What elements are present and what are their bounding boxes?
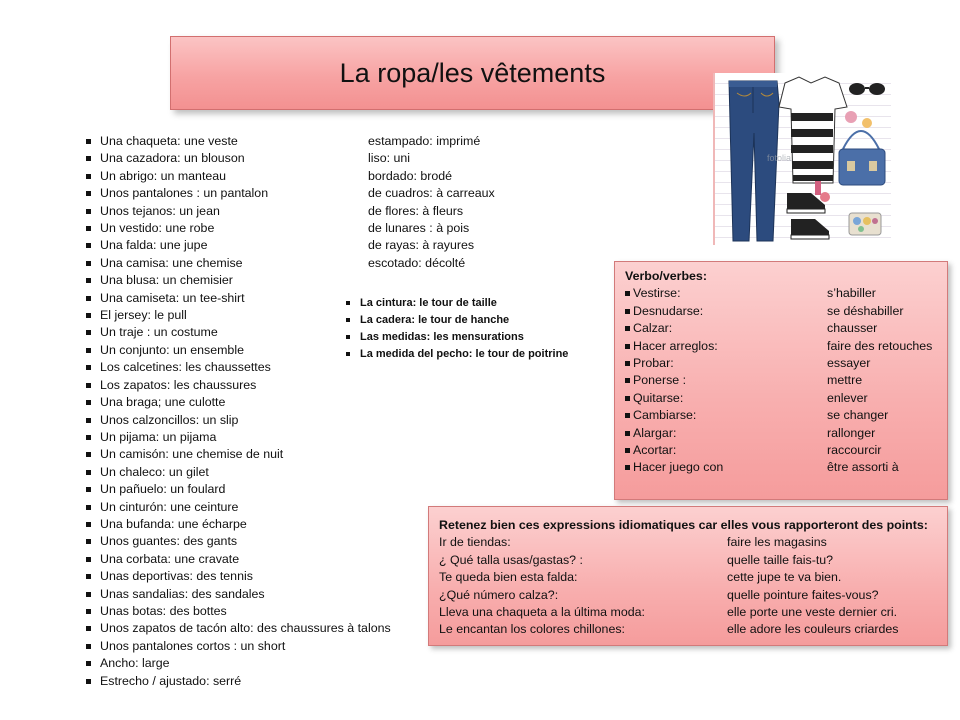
body-measurement-item: Las medidas: les mensurations (346, 329, 568, 346)
patterns-list (368, 133, 495, 272)
idioms-header: Retenez bien ces expressions idiomatiques car elles vous rapporteront des points: (439, 518, 928, 532)
verb-row (625, 407, 947, 424)
idiom-french: elle porte une veste dernier cri. (727, 605, 898, 620)
vocabulary-item: Un conjunto: un ensemble (86, 342, 391, 359)
verb-row (625, 338, 947, 355)
vocabulary-item: Una camisa: une chemise (86, 255, 391, 272)
vocabulary-item: Un cinturón: une ceinture (86, 499, 391, 516)
vocabulary-item: Unas sandalias: des sandales (86, 586, 391, 603)
striped-top-icon (779, 77, 847, 183)
watermark-text: fotolia (767, 153, 792, 163)
bag-icon (839, 131, 885, 185)
verbs-rows (625, 285, 947, 476)
verb-spanish: Quitarse: (625, 390, 827, 407)
verb-french: essayer (827, 356, 871, 371)
pattern-item: liso: uni (368, 151, 411, 166)
idioms-box (428, 506, 948, 646)
verb-french: faire des retouches (827, 338, 933, 353)
verb-spanish: Calzar: (625, 320, 827, 337)
verb-spanish: Vestirse: (625, 285, 827, 302)
vocabulary-item: Unos pantalones : un pantalon (86, 185, 391, 202)
vocabulary-item: Unos calzoncillos: un slip (86, 412, 391, 429)
verb-row (625, 459, 947, 476)
vocabulary-item: Unos pantalones cortos : un short (86, 638, 391, 655)
vocabulary-item: Los zapatos: les chaussures (86, 377, 391, 394)
vocabulary-item: Una bufanda: une écharpe (86, 516, 391, 533)
idiom-spanish: ¿ Qué talla usas/gastas? : (439, 552, 583, 567)
vocabulary-item: Unos zapatos de tacón alto: des chaussures à talons (86, 620, 391, 637)
vocabulary-item: Unas deportivas: des tennis (86, 568, 391, 585)
verb-spanish: Hacer arreglos: (625, 338, 827, 355)
vocabulary-item: Un pijama: un pijama (86, 429, 391, 446)
verbs-box (614, 261, 948, 500)
vocabulary-item: Unas botas: des bottes (86, 603, 391, 620)
verb-spanish: Probar: (625, 355, 827, 372)
verb-row (625, 285, 947, 302)
idioms-rows (439, 534, 947, 638)
pattern-item: de cuadros: à carreaux (368, 186, 495, 201)
vocabulary-list (86, 133, 391, 690)
verb-spanish: Desnudarse: (625, 303, 827, 320)
vocabulary-item: Una blusa: un chemisier (86, 272, 391, 289)
verb-french: s’habiller (827, 286, 876, 301)
idiom-row (439, 534, 947, 551)
clothing-illustration (713, 73, 891, 245)
idiom-french: faire les magasins (727, 535, 827, 550)
vocabulary-item: Una braga; une culotte (86, 394, 391, 411)
vocabulary-item: Un abrigo: un manteau (86, 168, 391, 185)
idiom-french: quelle taille fais-tu? (727, 552, 834, 567)
verb-row (625, 303, 947, 320)
body-measurement-item: La medida del pecho: le tour de poitrine (346, 346, 568, 363)
idiom-french: quelle pointure faites-vous? (727, 587, 879, 602)
vocabulary-item: Un traje : un costume (86, 324, 391, 341)
pattern-item: estampado: imprimé (368, 134, 481, 148)
vocabulary-item: Un pañuelo: un foulard (86, 481, 391, 498)
vocabulary-item: Un camisón: une chemise de nuit (86, 446, 391, 463)
body-measurement-item: La cadera: le tour de hanche (346, 312, 568, 329)
vocabulary-item: Un vestido: une robe (86, 220, 391, 237)
idiom-row (439, 604, 947, 621)
verb-french: rallonger (827, 425, 876, 440)
pattern-item: de lunares : à pois (368, 221, 470, 236)
palette-icon (849, 213, 881, 235)
body-measurement-item: La cintura: le tour de taille (346, 295, 568, 312)
vocabulary-item: Estrecho / ajustado: serré (86, 673, 391, 690)
verb-row (625, 320, 947, 337)
verb-spanish: Hacer juego con (625, 459, 827, 476)
vocabulary-item: Un chaleco: un gilet (86, 464, 391, 481)
idiom-spanish: Ir de tiendas: (439, 535, 511, 550)
vocabulary-item: Una camiseta: un tee-shirt (86, 290, 391, 307)
verb-french: raccourcir (827, 443, 882, 458)
pattern-item: de rayas: à rayures (368, 238, 475, 253)
clothing-illustration-svg (715, 73, 891, 245)
verb-spanish: Ponerse : (625, 372, 827, 389)
idiom-row (439, 569, 947, 586)
idiom-spanish: Le encantan los colores chillones: (439, 622, 625, 637)
pattern-item: de flores: à fleurs (368, 203, 464, 218)
page-title: La ropa/les vêtements (339, 57, 606, 88)
verb-spanish: Alargar: (625, 425, 827, 442)
vocabulary-item: Los calcetines: les chaussettes (86, 359, 391, 376)
verb-french: chausser (827, 321, 878, 336)
idiom-row (439, 552, 947, 569)
verb-french: se déshabiller (827, 303, 904, 318)
verb-french: mettre (827, 373, 863, 388)
verb-row (625, 442, 947, 459)
vocabulary-item: Una falda: une jupe (86, 237, 391, 254)
idiom-french: elle adore les couleurs criardes (727, 622, 899, 637)
sunglasses-icon (849, 83, 885, 95)
vocabulary-item: Una corbata: une cravate (86, 551, 391, 568)
verb-row (625, 355, 947, 372)
idiom-spanish: Te queda bien esta falda: (439, 570, 578, 585)
verbs-header: Verbo/verbes: (625, 269, 707, 283)
verb-french: se changer (827, 408, 889, 423)
verb-spanish: Acortar: (625, 442, 827, 459)
verb-row (625, 372, 947, 389)
verb-spanish: Cambiarse: (625, 407, 827, 424)
vocabulary-item: El jersey: le pull (86, 307, 391, 324)
idiom-row (439, 587, 947, 604)
pattern-item: bordado: brodé (368, 168, 453, 183)
vocabulary-item: Una cazadora: un blouson (86, 150, 391, 167)
idiom-spanish: Lleva una chaqueta a la última moda: (439, 605, 645, 620)
vocabulary-item: Una chaqueta: une veste (86, 133, 391, 150)
verb-row (625, 425, 947, 442)
pattern-item: escotado: décolté (368, 255, 466, 270)
body-measurements-list (346, 295, 568, 363)
verb-french: être assorti à (827, 460, 899, 475)
idiom-french: cette jupe te va bien. (727, 570, 842, 585)
vocabulary-item: Ancho: large (86, 655, 391, 672)
vocabulary-item: Unos guantes: des gants (86, 533, 391, 550)
verb-row (625, 390, 947, 407)
idiom-row (439, 621, 947, 638)
makeup-icon (845, 111, 857, 123)
verb-french: enlever (827, 390, 868, 405)
vocabulary-item: Unos tejanos: un jean (86, 203, 391, 220)
title-banner (170, 36, 775, 110)
idiom-spanish: ¿Qué número calza?: (439, 587, 559, 602)
